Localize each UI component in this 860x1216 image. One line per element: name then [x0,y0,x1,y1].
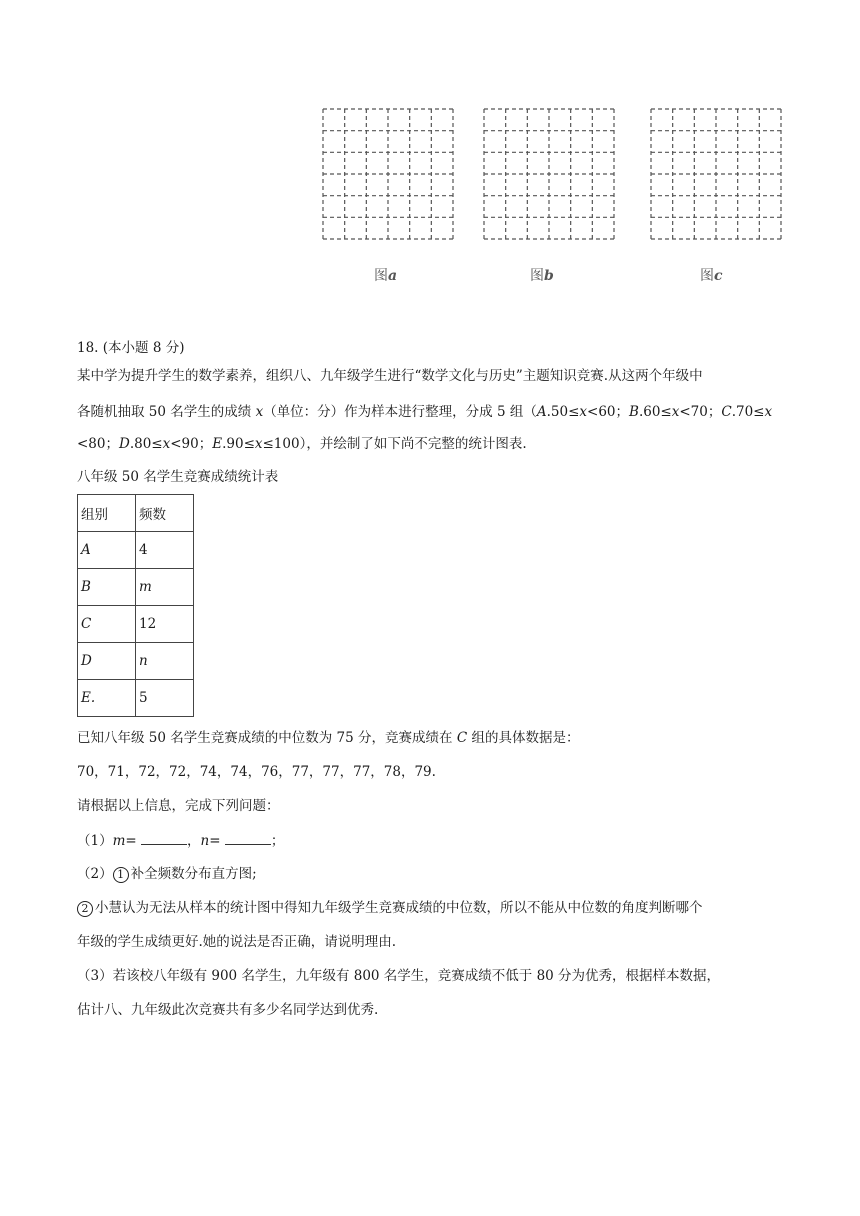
grid-figure-b [483,108,615,240]
question-number: 18. (本小题 8 分) [77,340,185,356]
intro-line-3: <80；D.80≤x<90；E.90≤x≤100），并绘制了如下尚不完整的统计图表. [77,436,527,452]
table-title: 八年级 50 名学生竞赛成绩统计表 [77,469,279,485]
table-row [78,606,194,643]
question-3-line-1: （3）若该校八年级有 900 名学生，九年级有 800 名学生，竞赛成绩不低于 80 分为优秀，根据样本数据， [77,968,721,984]
table-row [78,569,194,606]
table-row [78,532,194,569]
question-2-part-2-line-2: 年级的学生成绩更好.她的说法是否正确，请说明理由. [77,934,397,950]
caption-figure-c: 图c [700,268,723,284]
frequency-table [77,494,194,717]
caption-figure-b: 图b [530,268,554,284]
table-cell: B [78,569,136,606]
table-header-row [78,495,194,532]
question-2-part-2-line-1: 2 小慧认为无法从样本的统计图中得知九年级学生竞赛成绩的中位数，所以不能从中位数的角度判断哪个 [77,898,703,918]
question-3-line-2: 估计八、九年级此次竞赛共有多少名同学达到优秀. [77,1002,379,1018]
table-header-cell: 频数 [136,495,194,532]
table-header-cell: 组别 [78,495,136,532]
table-cell: C [78,606,136,643]
table-cell: n [136,643,194,680]
caption-figure-a: 图a [374,268,398,284]
table-row [78,680,194,717]
median-statement: 已知八年级 50 名学生竞赛成绩的中位数为 75 分，竞赛成绩在 C 组的具体数据是： [77,730,580,746]
table-cell: 4 [136,532,194,569]
question-1: （1）m= ，n= ； [77,830,284,851]
prompt-line: 请根据以上信息，完成下列问题： [77,798,280,814]
grid-figure-c [650,108,782,240]
grid-figure-a [322,108,454,240]
intro-line-2: 各随机抽取 50 名学生的成绩 x（单位：分）作为样本进行整理，分成 5 组（A.50≤x<60；B.60≤x<70；C.70≤x [77,404,773,420]
circled-number-1: 1 [113,867,129,883]
group-c-data: 70，71，72，72，74，74，76，77，77，77，78，79. [77,764,436,780]
table-cell: 5 [136,680,194,717]
circled-number-2: 2 [77,901,93,917]
table-cell: A [78,532,136,569]
answer-blank-m[interactable] [141,830,187,845]
intro-line-1: 某中学为提升学生的数学素养，组织八、九年级学生进行“数学文化与历史”主题知识竞赛.从这两个年级中 [77,368,703,384]
table-cell: 12 [136,606,194,643]
answer-blank-n[interactable] [225,830,271,845]
question-2-part-1: （2） 1 补全频数分布直方图; [77,866,257,882]
table-cell: E. [78,680,136,717]
table-cell: m [136,569,194,606]
table-row [78,643,194,680]
table-cell: D [78,643,136,680]
